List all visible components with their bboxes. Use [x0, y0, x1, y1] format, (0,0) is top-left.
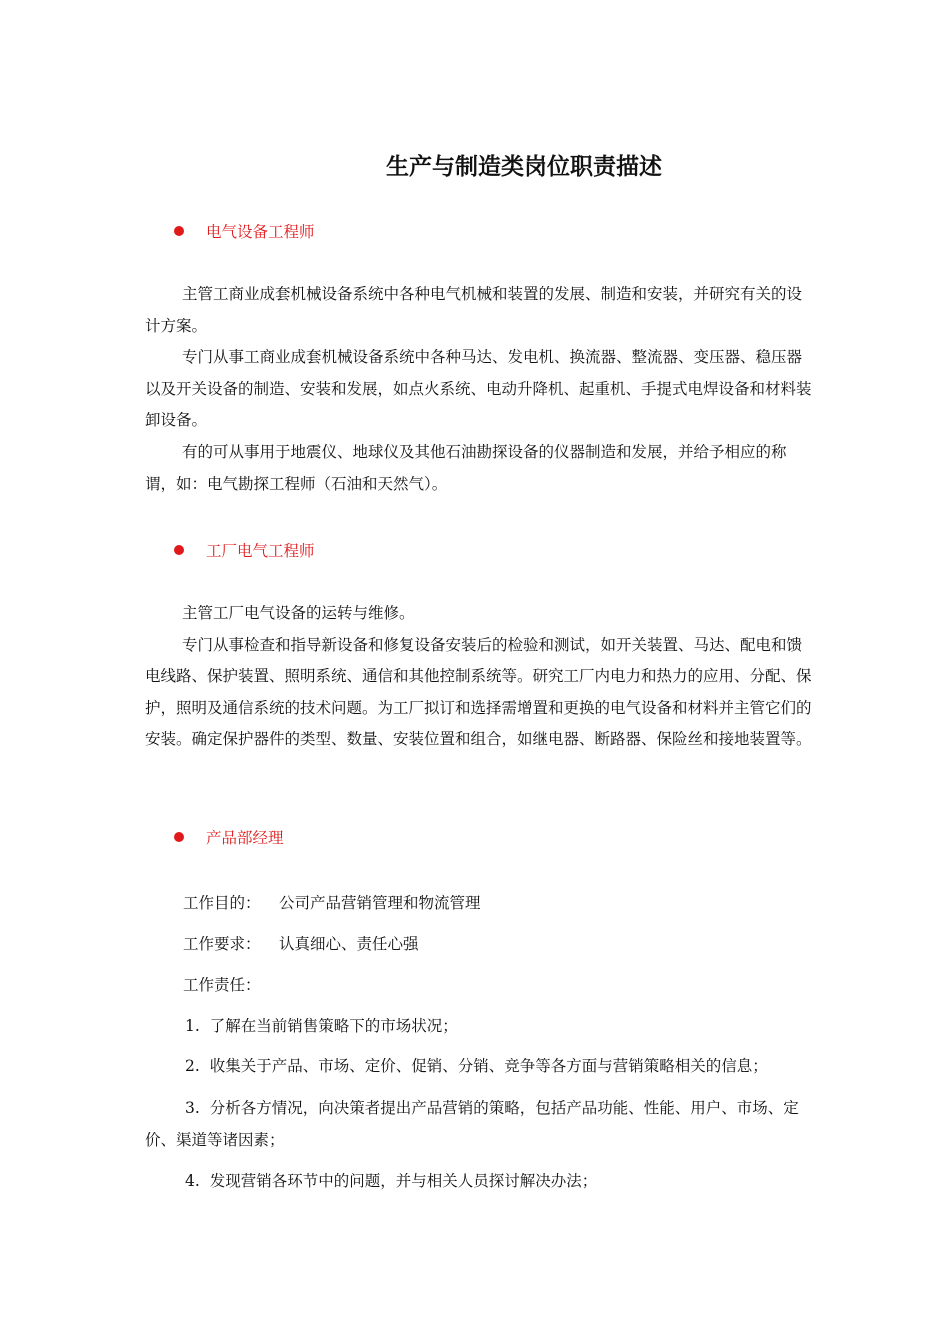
- work-duty-label: 工作责任：: [183, 976, 261, 994]
- duty-number: 2.: [185, 1057, 200, 1075]
- duty-item: [145, 1051, 815, 1083]
- section-body-factory-electrical-engineer: [145, 598, 815, 756]
- duty-item: [145, 1093, 815, 1156]
- section-heading-text: 电气设备工程师: [206, 223, 315, 241]
- section-heading-factory-electrical-engineer: [174, 539, 315, 561]
- duty-text: 发现营销各环节中的问题，并与相关人员探讨解决办法；: [209, 1172, 598, 1190]
- paragraph: 有的可从事用于地震仪、地球仪及其他石油勘探设备的仪器制造和发展，并给予相应的称谓，如：电气勘探工程师（石油和天然气）。: [145, 442, 787, 493]
- bullet-icon: [174, 226, 184, 236]
- duty-text: 收集关于产品、市场、定价、促销、分销、竞争等各方面与营销策略相关的信息；: [209, 1057, 768, 1075]
- section-heading-product-manager: [174, 826, 284, 848]
- work-purpose-value: 公司产品营销管理和物流管理: [279, 894, 481, 912]
- work-purpose-line: [183, 891, 481, 913]
- paragraph: 主管工商业成套机械设备系统中各种电气机械和装置的发展、制造和安装，并研究有关的设计方案。: [145, 285, 803, 335]
- work-requirement-value: 认真细心、责任心强: [279, 935, 419, 953]
- duty-number: 4.: [185, 1172, 200, 1190]
- work-requirement-line: [183, 932, 419, 954]
- duty-number: 1.: [185, 1017, 200, 1035]
- bullet-icon: [174, 832, 184, 842]
- work-purpose-label: 工作目的：: [183, 894, 261, 912]
- duty-text: 分析各方情况，向决策者提出产品营销的策略，包括产品功能、性能、用户、市场、定价、渠道等诸因素；: [145, 1099, 799, 1149]
- paragraph: 专门从事工商业成套机械设备系统中各种马达、发电机、换流器、整流器、变压器、稳压器以及开关设备的制造、安装和发展，如点火系统、电动升降机、起重机、手提式电焊设备和材料装卸设备。: [145, 348, 812, 430]
- duty-item: [145, 1166, 815, 1198]
- bullet-icon: [174, 545, 184, 555]
- duty-number: 3.: [185, 1099, 200, 1117]
- duty-item: [145, 1011, 815, 1043]
- section-heading-text: 产品部经理: [206, 829, 284, 847]
- section-heading-electrical-equipment-engineer: [174, 220, 315, 242]
- work-requirement-label: 工作要求：: [183, 935, 261, 953]
- paragraph: 主管工厂电气设备的运转与维修。: [182, 604, 415, 622]
- paragraph: 专门从事检查和指导新设备和修复设备安装后的检验和测试，如开关装置、马达、配电和馈电线路、保护装置、照明系统、通信和其他控制系统等。研究工厂内电力和热力的应用、分配、保护，照明及通信系统的技术问题。为工厂拟订和选择需增置和更换的电气设备和材料并主管它们的安装。确定保护器件的类型、数量、安装位置和组合，如继电器、断路器、保险丝和接地装置等。: [145, 635, 812, 749]
- section-heading-text: 工厂电气工程师: [206, 542, 315, 560]
- section-body-electrical-equipment-engineer: [145, 279, 815, 500]
- duty-text: 了解在当前销售策略下的市场状况；: [209, 1017, 458, 1035]
- page-title: 生产与制造类岗位职责描述: [386, 153, 662, 180]
